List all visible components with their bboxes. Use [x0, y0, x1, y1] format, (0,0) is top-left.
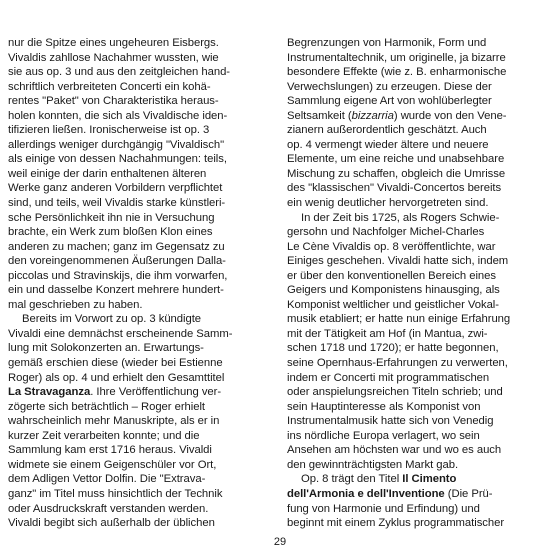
text-line [287, 298, 553, 313]
text-line [8, 312, 270, 327]
text-line [287, 152, 553, 167]
body-text: Komponist weltlicher und geistlicher Vokal- [287, 298, 499, 311]
text-line [287, 269, 553, 284]
body-text: . Ihre Veröffentlichung ver- [90, 386, 222, 399]
body-text: Ansehen am höchsten war und wo es auch [287, 444, 502, 457]
text-line [8, 36, 270, 51]
body-text: zögerte sich beträchtlich – Roger erhielt [8, 400, 206, 413]
text-line [287, 65, 553, 80]
text-line [287, 371, 553, 386]
body-text: ein und dasselbe Konzert mehrere hundert- [8, 284, 224, 297]
text-line [8, 225, 270, 240]
text-line [8, 181, 270, 196]
body-text: gemäß erschien diese (wieder bei Estienne [8, 357, 223, 370]
text-line [8, 80, 270, 95]
text-line [8, 429, 270, 444]
body-text: Le Cène Vivaldis op. 8 veröffentlichte, war [287, 240, 496, 253]
body-text: Instrumentaltechnik, um originelle, ja bizarre [287, 51, 506, 64]
body-text: Roger) als op. 4 und erhielt den Gesamttitel [8, 371, 225, 384]
left-column [8, 36, 270, 531]
text-line [8, 167, 270, 182]
text-line [8, 502, 270, 517]
body-text: sche Persönlichkeit ihn nie in Versuchung [8, 211, 215, 224]
text-line [8, 254, 270, 269]
body-text: Begrenzungen von Harmonik, Form und [287, 37, 487, 49]
body-text: Einiges geschehen. Vivaldi hatte sich, indem [287, 255, 509, 268]
text-line [8, 371, 270, 386]
body-text: Vivaldis zahllose Nachahmer wussten, wie [8, 51, 219, 64]
body-text: Sammlung eigene Art von wohlüberlegter [287, 95, 492, 108]
text-line [287, 429, 553, 444]
text-line [8, 240, 270, 255]
text-line [287, 80, 553, 95]
text-line [287, 327, 553, 342]
body-text: allerdings weniger durchgängig "Vivaldisch" [8, 138, 225, 151]
text-line [8, 123, 270, 138]
bold-title-text: La Stravaganza [8, 386, 91, 399]
text-line [8, 196, 270, 211]
text-line [287, 472, 553, 487]
body-text: In der Zeit bis 1725, als Rogers Schwie- [301, 211, 500, 224]
text-line [287, 502, 553, 517]
body-text: schen 1718 und 1720); er hatte begonnen, [287, 342, 499, 355]
body-text: piccolas und Stravinskijs, die ihm vorwarfen, [8, 269, 228, 282]
body-text: oder anspielungsreichen Titeln schrieb; und [287, 386, 503, 399]
body-text: lung mit Solokonzerten an. Erwartungs- [8, 342, 204, 355]
text-line [287, 356, 553, 371]
body-text: holen konnten, die sich als Vivaldische iden- [8, 109, 228, 122]
body-text: den voreingenommenen Äußerungen Dalla- [8, 255, 226, 268]
text-line [8, 414, 270, 429]
text-line [8, 458, 270, 473]
text-line [8, 94, 270, 109]
body-text: gersohn und Nachfolger Michel-Charles [287, 226, 485, 239]
bold-title-text: Il Cimento [402, 473, 457, 486]
body-text: Verwechslungen) zu erzeugen. Diese der [287, 80, 492, 93]
body-text: weil einige der darin enthaltenen älteren [8, 167, 207, 180]
body-text: fung von Harmonie und Erfindung) und [287, 502, 480, 515]
body-text: Mischung zu schaffen, obgleich die Umrisse [287, 167, 506, 180]
text-line [8, 51, 270, 66]
text-line [8, 356, 270, 371]
body-text: mal geschrieben zu haben. [8, 298, 143, 311]
text-line [287, 109, 553, 124]
text-line [8, 487, 270, 502]
text-line [287, 181, 553, 196]
body-text: als einige von dessen Nachahmungen: teils, [8, 153, 227, 166]
body-text: des "klassischen" Vivaldi-Concertos bereits [287, 182, 502, 195]
body-text: kurzer Zeit verarbeiten konnte; und die [8, 429, 200, 442]
body-text: nur die Spitze eines ungeheuren Eisbergs. [8, 37, 219, 49]
text-line [8, 283, 270, 298]
body-text: Seltsamkeit ( [287, 109, 352, 122]
body-text: Vivaldi eine demnächst erscheinende Samm- [8, 327, 233, 340]
body-text: (Die Prü- [444, 487, 493, 500]
text-line [8, 109, 270, 124]
text-line [287, 211, 553, 226]
body-text: wahrscheinlich mehr Manuskripte, als er in [8, 415, 220, 428]
page-number: 29 [273, 536, 287, 548]
body-text: sie aus op. 3 und aus den zeitgleichen hand- [8, 66, 231, 79]
text-line [287, 51, 553, 66]
text-line [8, 327, 270, 342]
body-text: Instrumentalmusik hatte sich von Venedig [287, 415, 494, 428]
body-text: op. 4 vermengt wieder ältere und neuere [287, 138, 489, 151]
text-line [287, 123, 553, 138]
body-text: beginnt mit einem Zyklus programmatischer [287, 517, 505, 530]
body-text: schriftlich verbreiteten Concerti ein kohä- [8, 80, 211, 93]
text-line [8, 443, 270, 458]
body-text: Werke ganz anderen Vorbildern verpflichtet [8, 182, 223, 195]
text-line [8, 341, 270, 356]
text-line [8, 472, 270, 487]
text-line [287, 458, 553, 473]
body-text: Geigers und Komponistens hinausging, als [287, 284, 500, 297]
body-text: Sammlung kam erst 1716 heraus. Vivaldi [8, 444, 212, 457]
body-text: Vivaldi begibt sich außerhalb der üblichen [8, 517, 215, 530]
body-text: tifizieren ließen. Ironischerweise ist op. 3 [8, 124, 210, 137]
body-text: er über den konventionellen Bereich eines [287, 269, 496, 282]
body-text: seine Opernhaus-Erfahrungen zu verwerten, [287, 357, 508, 370]
text-line [287, 36, 553, 51]
text-line [287, 385, 553, 400]
body-text: oder Ausdruckskraft verstanden werden. [8, 502, 209, 515]
body-text: ganz" im Titel muss hinsichtlich der Technik [8, 487, 223, 500]
text-line [287, 414, 553, 429]
italic-term-text: bizzarria [351, 109, 394, 122]
body-text: besondere Effekte (wie z. B. enharmonische [287, 66, 507, 79]
body-text: zianern außerordentlich geschätzt. Auch [287, 124, 487, 137]
right-column [287, 36, 553, 531]
text-line [287, 341, 553, 356]
body-text: ein wenig deutlicher hervorgetreten sind. [287, 197, 489, 210]
text-line [8, 211, 270, 226]
text-line [287, 516, 553, 531]
text-line [287, 443, 553, 458]
body-text: Op. 8 trägt den Titel [301, 473, 403, 486]
body-text: ) wurde von den Vene- [393, 109, 507, 122]
body-text: indem er Concerti mit programmatischen [287, 371, 490, 384]
text-line [287, 240, 553, 255]
text-line [8, 298, 270, 313]
body-text: ins nördliche Europa verlagert, wo sein [287, 429, 480, 442]
text-line [287, 487, 553, 502]
body-text: brachte, ein Werk zum bloßen Klon eines [8, 226, 213, 239]
text-line [287, 283, 553, 298]
text-line [287, 312, 553, 327]
body-text: Bereits im Vorwort zu op. 3 kündigte [22, 313, 202, 326]
body-text: sind, und teils, weil Vivaldis starke künstleri- [8, 197, 226, 210]
text-line [8, 400, 270, 415]
text-line [8, 138, 270, 153]
text-line [8, 152, 270, 167]
body-text: mit der Tätigkeit am Hof (in Mantua, zwi- [287, 327, 488, 340]
text-line [8, 269, 270, 284]
text-line [287, 254, 553, 269]
body-text: Elemente, um eine reiche und unabsehbare [287, 153, 505, 166]
text-line [8, 385, 270, 400]
body-text: sein Hauptinteresse als Komponist von [287, 400, 481, 413]
body-text: musik etabliert; er hatte nun einige Erfahrung [287, 313, 511, 326]
bold-title-text: dell'Armonia e dell'Inventione [287, 487, 445, 500]
body-text: dem Adligen Vettor Dolfin. Die "Extrava- [8, 473, 206, 486]
text-line [8, 516, 270, 531]
text-line [287, 196, 553, 211]
body-text: rentes "Paket" von Charakteristika heraus- [8, 95, 219, 108]
body-text: anderen zu machen; ganz im Gegensatz zu [8, 240, 225, 253]
body-text: den gewinnträchtigsten Markt gab. [287, 458, 459, 471]
text-line [287, 138, 553, 153]
text-line [287, 400, 553, 415]
text-line [8, 65, 270, 80]
body-text: widmete sie einem Geigenschüler vor Ort, [8, 458, 217, 471]
text-line [287, 167, 553, 182]
text-line [287, 225, 553, 240]
text-line [287, 94, 553, 109]
